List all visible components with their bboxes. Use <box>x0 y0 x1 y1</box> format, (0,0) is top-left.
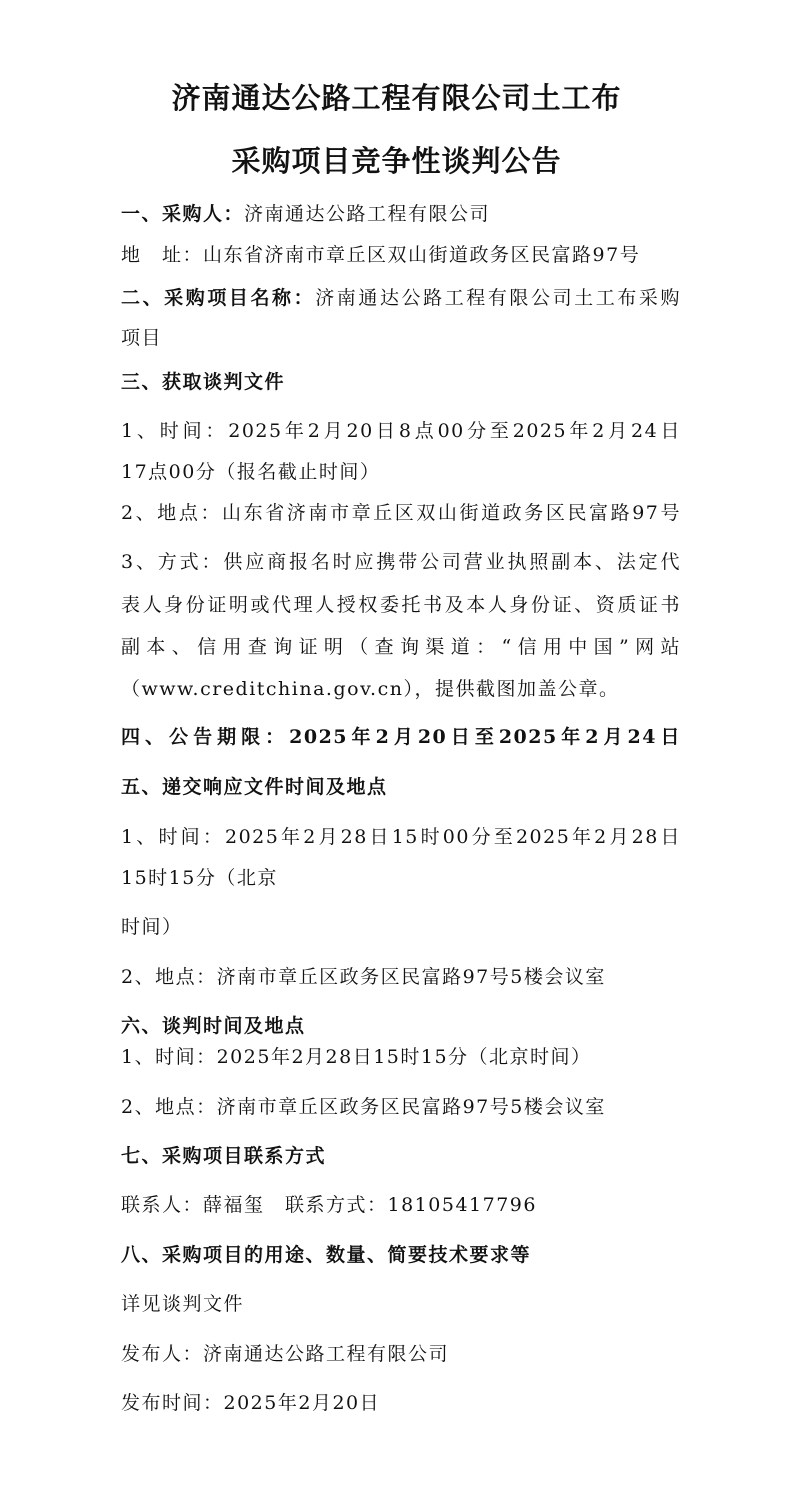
obtain-method-line3: 副本、信用查询证明（查询渠道：“信用中国”网站 <box>121 636 681 658</box>
title-line-1: 济南通达公路工程有限公司土工布 <box>171 81 622 115</box>
section-purchaser <box>121 199 681 226</box>
project-name-value-line2: 项目 <box>121 327 163 349</box>
project-name-value-line1: 济南通达公路工程有限公司土工布采购 <box>315 287 681 309</box>
contact-info: 联系人：薛福玺 联系方式：18105417796 <box>121 1194 537 1216</box>
requirements-detail: 详见谈判文件 <box>121 1293 245 1315</box>
address-line <box>121 240 681 267</box>
obtain-time-line1: 1、时间：2025年2月20日8点00分至2025年2月24日 <box>121 420 681 442</box>
negotiation-place: 2、地点：济南市章丘区政务区民富路97号5楼会议室 <box>121 1096 606 1118</box>
submit-time-line3: 时间） <box>121 916 183 938</box>
obtain-method-line1: 3、方式：供应商报名时应携带公司营业执照副本、法定代 <box>121 551 681 573</box>
address-value: 山东省济南市章丘区双山街道政务区民富路97号 <box>203 244 641 266</box>
section-notice-period: 四、公告期限：2025年2月20日至2025年2月24日 <box>121 726 681 748</box>
obtain-method-line2: 表人身份证明或代理人授权委托书及本人身份证、资质证书 <box>121 594 681 616</box>
section-negotiation-heading: 六、谈判时间及地点 <box>121 1015 306 1037</box>
obtain-method-line4: （www.creditchina.gov.cn），提供截图加盖公章。 <box>121 678 620 700</box>
section-project-name <box>121 283 681 310</box>
obtain-place: 2、地点：山东省济南市章丘区双山街道政务区民富路97号 <box>121 502 681 524</box>
purchaser-label: 一、采购人： <box>121 203 245 225</box>
section-submit-heading: 五、递交响应文件时间及地点 <box>121 776 388 798</box>
title-line-2: 采购项目竞争性谈判公告 <box>231 144 562 178</box>
section-contact-heading: 七、采购项目联系方式 <box>121 1145 327 1167</box>
purchaser-value: 济南通达公路工程有限公司 <box>244 203 491 225</box>
project-name-label: 二、采购项目名称： <box>121 287 316 309</box>
submit-time-line1: 1、时间：2025年2月28日15时00分至2025年2月28日 <box>121 826 681 848</box>
section-requirements-heading: 八、采购项目的用途、数量、简要技术要求等 <box>121 1244 532 1266</box>
publish-time: 发布时间：2025年2月20日 <box>121 1392 381 1414</box>
section-obtain-docs-heading: 三、获取谈判文件 <box>121 371 286 393</box>
negotiation-time: 1、时间：2025年2月28日15时15分（北京时间） <box>121 1046 592 1068</box>
publisher: 发布人：济南通达公路工程有限公司 <box>121 1343 450 1365</box>
submit-place: 2、地点：济南市章丘区政务区民富路97号5楼会议室 <box>121 966 606 988</box>
obtain-time-line2: 17点00分（报名截止时间） <box>121 461 381 483</box>
address-label: 地 址： <box>121 244 204 266</box>
submit-time-line2: 15时15分（北京 <box>121 867 278 889</box>
